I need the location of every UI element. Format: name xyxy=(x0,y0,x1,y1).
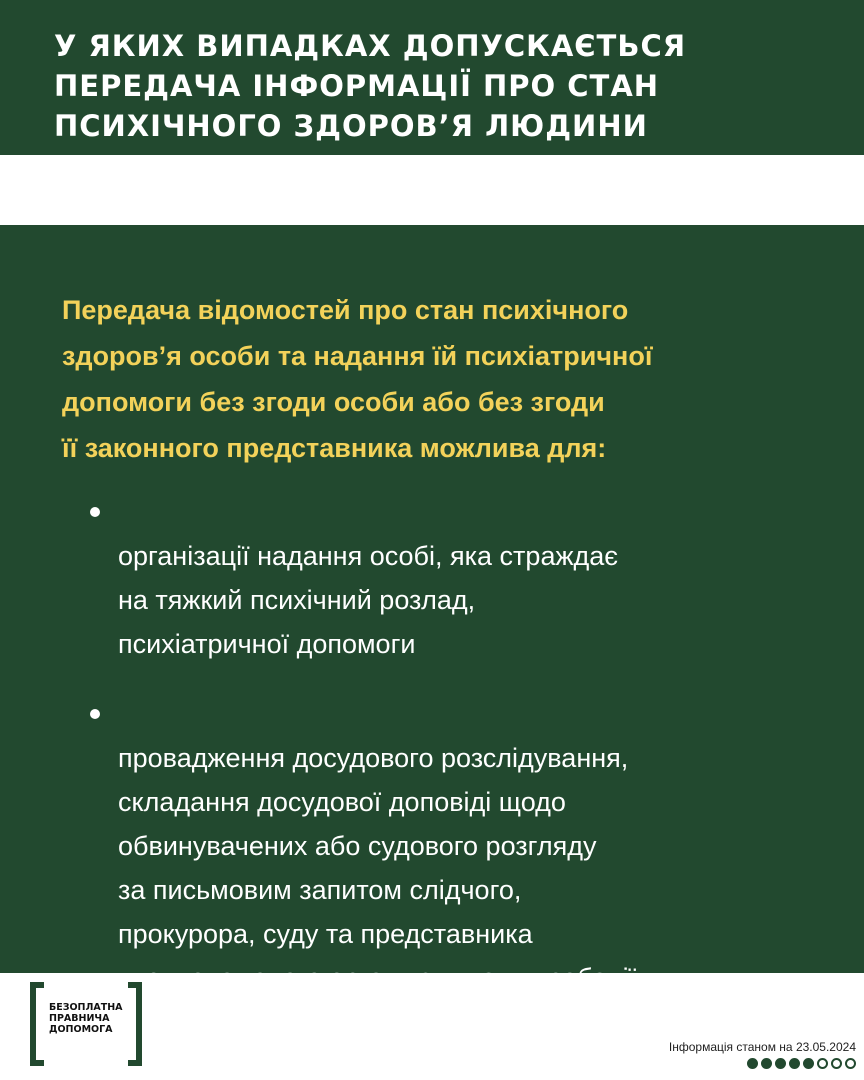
pagination-dot xyxy=(803,1058,814,1069)
bullet-icon xyxy=(90,709,100,719)
logo-text: БЕЗОПЛАТНА ПРАВНИЧА ДОПОМОГА xyxy=(49,1002,123,1035)
pagination-dot xyxy=(761,1058,772,1069)
page-title: У ЯКИХ ВИПАДКАХ ДОПУСКАЄТЬСЯ ПЕРЕДАЧА ІНФОРМАЦІЇ ПРО СТАН ПСИХІЧНОГО ЗДОРОВ’Я ЛЮДИНИ xyxy=(54,29,687,143)
pagination-dot xyxy=(775,1058,786,1069)
pagination-dot xyxy=(747,1058,758,1069)
bullet-icon xyxy=(90,507,100,517)
pagination-dot xyxy=(789,1058,800,1069)
logo-bracket-left-icon xyxy=(30,982,44,1066)
lead-paragraph: Передача відомостей про стан психічного здоров’я особи та надання їй психіатричної допомоги без згоди особи або без згоди її законного представника можлива для: xyxy=(62,295,653,463)
logo-bracket-right-icon xyxy=(128,982,142,1066)
pagination-dot xyxy=(817,1058,828,1069)
pagination-dot xyxy=(831,1058,842,1069)
conditions-list xyxy=(90,490,830,1026)
date-note: Інформація станом на 23.05.2024 xyxy=(668,1040,856,1054)
logo xyxy=(30,982,142,1054)
list-item-text: організації надання особі, яка страждає на тяжкий психічний розлад, психіатричної допомоги xyxy=(118,541,619,659)
pagination-dots xyxy=(744,1058,856,1069)
list-item xyxy=(90,692,830,1000)
list-item xyxy=(90,490,830,666)
pagination-dot xyxy=(845,1058,856,1069)
list-item-text: провадження досудового розслідування, складання досудової доповіді щодо обвинувачених або судового розгляду за письмовим запитом слідчого, прокурора, суду та представника уповноваженого органу з питань пробації xyxy=(118,743,637,993)
main-content-panel xyxy=(0,225,864,993)
header-banner xyxy=(0,0,864,155)
